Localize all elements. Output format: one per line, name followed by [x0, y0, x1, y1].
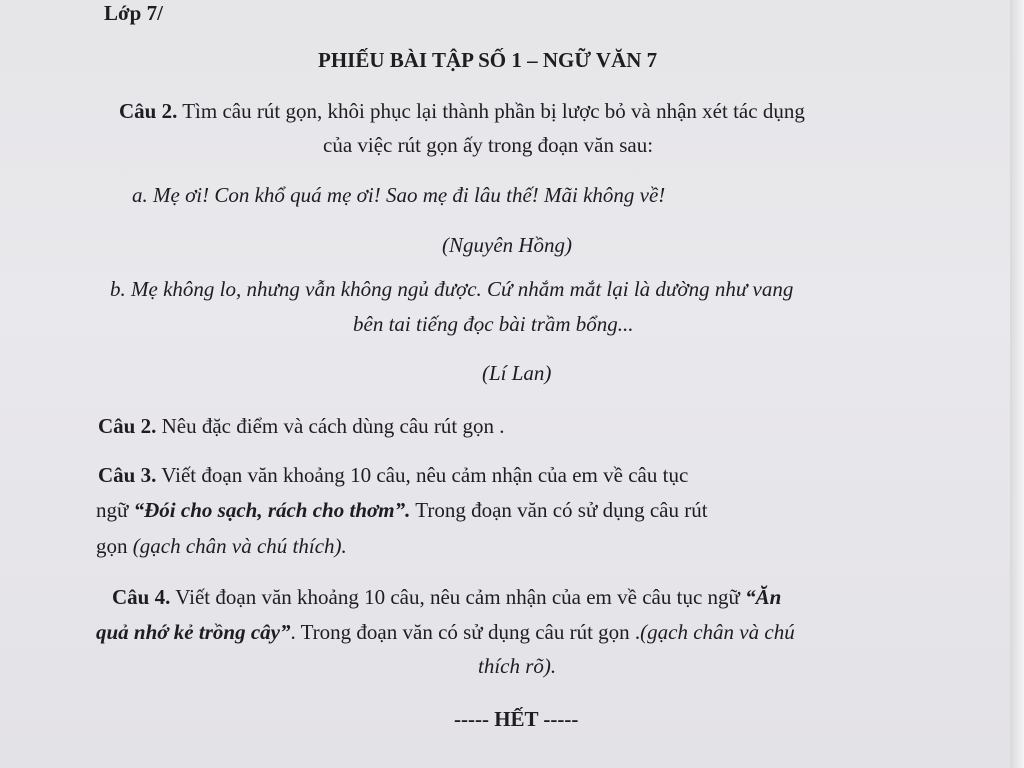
question-1-line-1: [119, 98, 805, 124]
question-3-label: Câu 3.: [98, 463, 157, 487]
question-4-line-2: [96, 619, 795, 645]
question-1-line-2: của việc rút gọn ấy trong đoạn văn sau:: [323, 133, 654, 157]
excerpt-a-text: a. Mẹ ơi! Con khổ quá mẹ ơi! Sao mẹ đi lâu thế! Mãi không về!: [132, 183, 666, 207]
question-4-line-1: [112, 584, 781, 610]
end-marker: ----- HẾT -----: [454, 707, 579, 731]
question-3-note: (gạch chân và chú thích).: [132, 534, 347, 558]
question-2: [98, 413, 504, 439]
excerpt-b-line-2: [353, 311, 634, 337]
question-4-note-1: (gạch chân và chú: [640, 620, 795, 644]
question-3-text: Viết đoạn văn khoảng 10 câu, nêu cảm nhận của em về câu tục: [156, 463, 689, 487]
question-3-text-2a: ngữ: [96, 498, 134, 522]
question-4-line-3: [478, 653, 556, 679]
worksheet-title: PHIẾU BÀI TẬP SỐ 1 – NGỮ VĂN 7: [318, 48, 658, 72]
excerpt-b-line-1: [110, 276, 793, 302]
excerpt-b-author-text: (Lí Lan): [482, 361, 552, 385]
question-1-label: Câu 2.: [119, 99, 178, 123]
question-3-line-1: [98, 462, 688, 488]
question-3-line-3: [96, 533, 347, 559]
question-4-proverb-start: “Ăn: [745, 585, 782, 609]
question-4-proverb-end: quả nhớ kẻ trồng cây”: [96, 620, 291, 644]
question-3-text-3a: gọn: [96, 534, 133, 558]
excerpt-b-text-1: b. Mẹ không lo, nhưng vẫn không ngủ được. Cứ nhắm mắt lại là dường như vang: [110, 277, 794, 301]
question-2-text: Nêu đặc điểm và cách dùng câu rút gọn .: [156, 414, 505, 438]
excerpt-a-author: [442, 232, 572, 258]
question-3-proverb: “Đói cho sạch, rách cho thơm”.: [133, 498, 411, 522]
excerpt-a-author-text: (Nguyên Hồng): [442, 233, 573, 257]
question-4-label: Câu 4.: [112, 585, 171, 609]
question-3-text-2b: Trong đoạn văn có sử dụng câu rút: [410, 498, 708, 522]
question-4-text: Viết đoạn văn khoảng 10 câu, nêu cảm nhận của em về câu tục ngữ: [170, 585, 746, 609]
excerpt-a: [132, 182, 665, 208]
page-edge: [1010, 0, 1024, 768]
excerpt-b-author: [482, 360, 551, 386]
question-4-note-2: thích rõ).: [478, 654, 557, 678]
class-label: Lớp 7/: [104, 1, 163, 25]
question-2-label: Câu 2.: [98, 414, 157, 438]
question-4-text-2: . Trong đoạn văn có sử dụng câu rút gọn .: [290, 620, 641, 644]
excerpt-b-text-2: bên tai tiếng đọc bài trầm bổng...: [353, 312, 634, 336]
question-1-text: Tìm câu rút gọn, khôi phục lại thành phần bị lược bỏ và nhận xét tác dụng: [177, 99, 805, 123]
question-3-line-2: [96, 497, 708, 523]
